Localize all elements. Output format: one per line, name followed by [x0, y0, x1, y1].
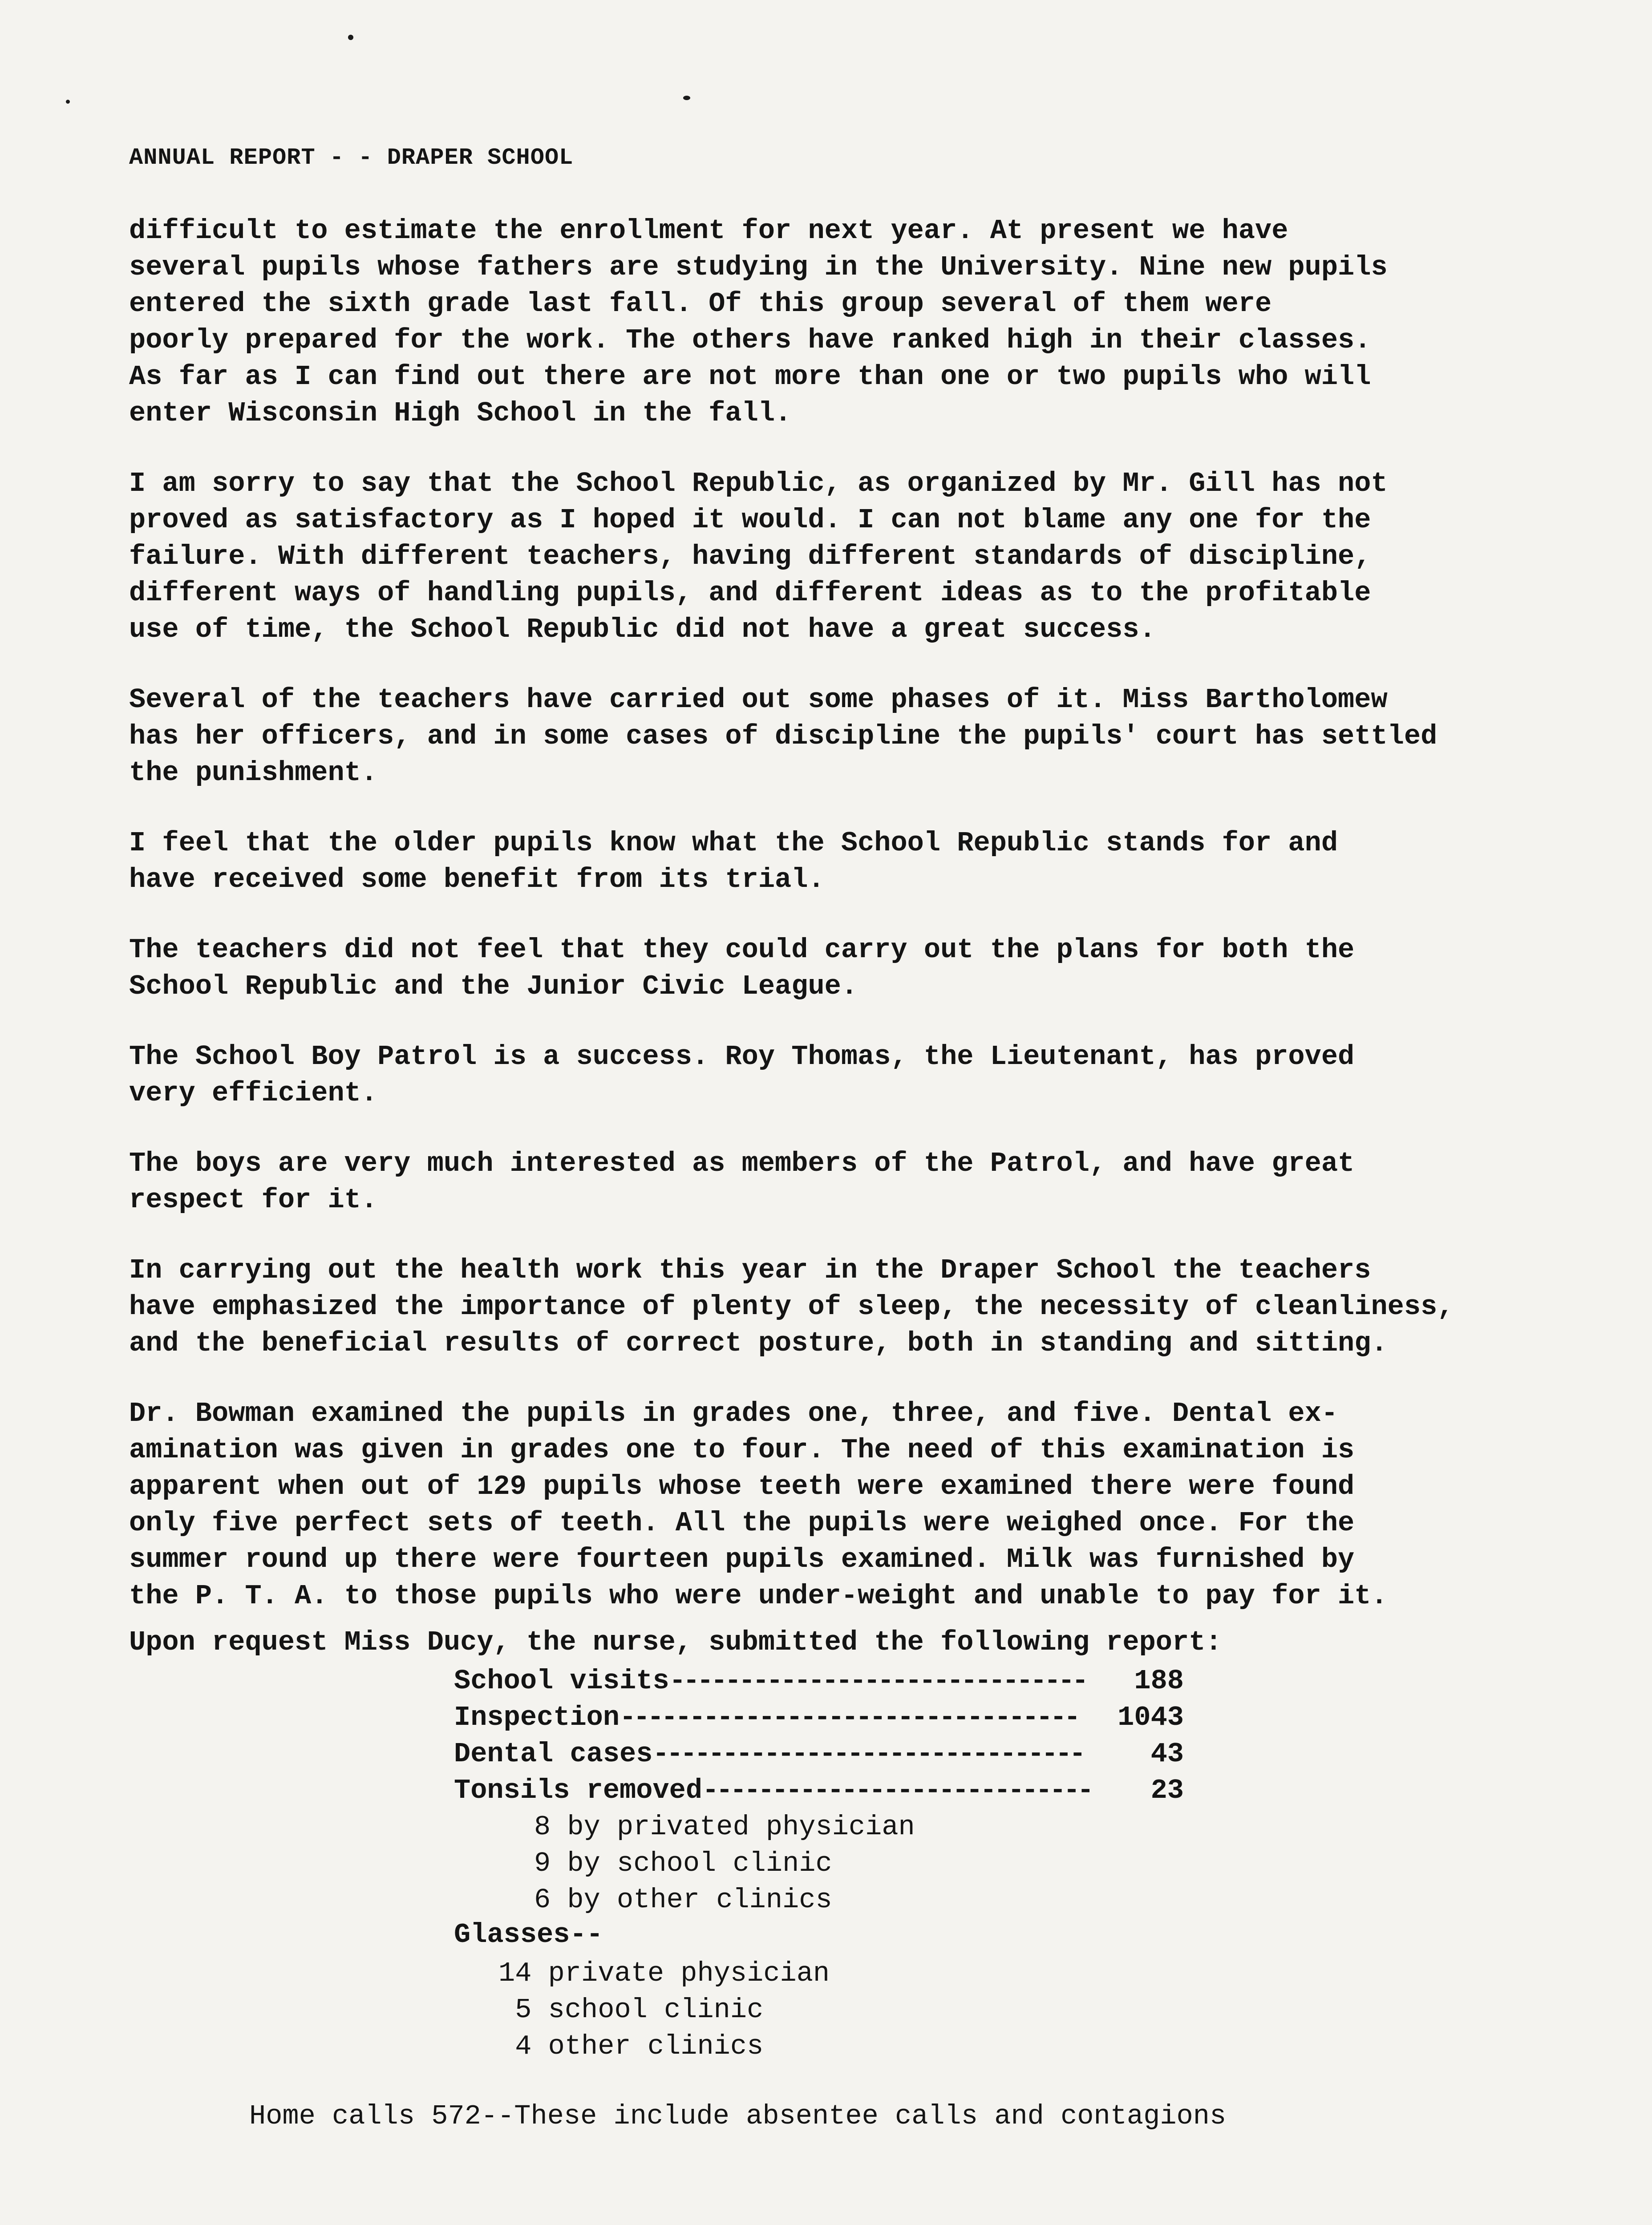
text-line: Dr. Bowman examined the pupils in grades one, three, and five. Dental ex- — [129, 1398, 1338, 1429]
tonsils-item: 9 by school clinic — [534, 1848, 832, 1879]
text-line: failure. With different teachers, having different standards of discipline, — [129, 541, 1371, 572]
stat-value: 1043 — [1118, 1702, 1184, 1733]
stat-row — [454, 1772, 1184, 1809]
paragraph — [129, 932, 1553, 1005]
tonsils-item: 8 by privated physician — [534, 1811, 915, 1843]
stat-row — [454, 1663, 1184, 1699]
home-calls-line: Home calls 572--These include absentee calls and contagions — [249, 2100, 1227, 2132]
stat-label: Dental cases — [454, 1738, 653, 1770]
text-line: have emphasized the importance of plenty of sleep, the necessity of cleanliness, — [129, 1291, 1454, 1323]
stat-label: Inspection — [454, 1702, 620, 1733]
text-line: use of time, the School Republic did not have a great success. — [129, 614, 1156, 645]
ink-speck — [683, 96, 690, 100]
text-line: School Republic and the Junior Civic League. — [129, 971, 858, 1002]
stat-leader-dashes: ------------------------------ — [669, 1665, 1086, 1697]
text-line: enter Wisconsin High School in the fall. — [129, 397, 792, 429]
paragraph — [129, 465, 1553, 648]
text-line: have received some benefit from its trial. — [129, 864, 825, 895]
text-line: only five perfect sets of teeth. All the pupils were weighed once. For the — [129, 1507, 1355, 1539]
glasses-item: 14 private physician — [498, 1958, 830, 1989]
paragraph — [129, 1396, 1553, 1614]
stat-value: 43 — [1150, 1738, 1184, 1770]
paragraph — [129, 825, 1553, 898]
text-line: entered the sixth grade last fall. Of this group several of them were — [129, 288, 1272, 320]
glasses-item: 5 school clinic — [498, 1994, 764, 2026]
ink-speck — [66, 100, 70, 104]
text-line: the punishment. — [129, 757, 378, 789]
paragraph — [129, 1145, 1553, 1218]
glasses-breakdown — [498, 1955, 830, 2065]
nurse-report-intro: Upon request Miss Ducy, the nurse, submitted the following report: — [129, 1626, 1222, 1658]
text-line: Several of the teachers have carried out some phases of it. Miss Bartholomew — [129, 684, 1388, 716]
stat-value: 23 — [1150, 1775, 1184, 1806]
paragraph — [129, 1039, 1553, 1112]
text-line: The School Boy Patrol is a success. Roy Thomas, the Lieutenant, has proved — [129, 1041, 1355, 1072]
stat-row — [454, 1736, 1184, 1772]
text-line: very efficient. — [129, 1077, 378, 1109]
stat-value: 188 — [1134, 1665, 1184, 1697]
text-line: I am sorry to say that the School Republic, as organized by Mr. Gill has not — [129, 468, 1388, 499]
text-line: the P. T. A. to those pupils who were under-weight and unable to pay for it. — [129, 1580, 1388, 1612]
ink-speck — [348, 35, 353, 40]
text-line: poorly prepared for the work. The others have ranked high in their classes. — [129, 324, 1371, 356]
glasses-heading: Glasses-- — [454, 1919, 603, 1950]
text-line: proved as satisfactory as I hoped it would. I can not blame any one for the — [129, 504, 1371, 536]
page-header: ANNUAL REPORT - - DRAPER SCHOOL — [129, 145, 574, 171]
glasses-item: 4 other clinics — [498, 2031, 764, 2062]
tonsils-item: 6 by other clinics — [534, 1884, 832, 1916]
stat-label: School visits — [454, 1665, 669, 1697]
paragraph — [129, 1252, 1553, 1362]
paragraph — [129, 682, 1553, 791]
stat-row — [454, 1699, 1184, 1736]
text-line: summer round up there were fourteen pupils examined. Milk was furnished by — [129, 1544, 1355, 1575]
text-line: apparent when out of 129 pupils whose teeth were examined there were found — [129, 1471, 1355, 1502]
text-line: As far as I can find out there are not more than one or two pupils who will — [129, 361, 1371, 392]
text-line: respect for it. — [129, 1184, 378, 1216]
stat-label: Tonsils removed — [454, 1775, 703, 1806]
paragraph — [129, 213, 1553, 432]
text-line: I feel that the older pupils know what the School Republic stands for and — [129, 827, 1338, 859]
text-line: In carrying out the health work this year in the Draper School the teachers — [129, 1254, 1371, 1286]
text-line: difficult to estimate the enrollment for next year. At present we have — [129, 215, 1288, 247]
text-line: The boys are very much interested as members of the Patrol, and have great — [129, 1148, 1355, 1179]
stat-leader-dashes: ------------------------------- — [652, 1738, 1083, 1770]
report-body — [129, 213, 1553, 1648]
text-line: different ways of handling pupils, and different ideas as to the profitable — [129, 577, 1371, 609]
text-line: The teachers did not feel that they could carry out the plans for both the — [129, 934, 1355, 966]
text-line: has her officers, and in some cases of discipline the pupils' court has settled — [129, 720, 1437, 752]
tonsils-breakdown — [534, 1809, 915, 1918]
stat-leader-dashes: --------------------------------- — [620, 1702, 1078, 1733]
text-line: and the beneficial results of correct posture, both in standing and sitting. — [129, 1327, 1388, 1359]
nurse-report-stats — [454, 1663, 1184, 1809]
stat-leader-dashes: ---------------------------- — [702, 1775, 1091, 1806]
text-line: amination was given in grades one to four. The need of this examination is — [129, 1434, 1355, 1466]
text-line: several pupils whose fathers are studying in the University. Nine new pupils — [129, 251, 1388, 283]
